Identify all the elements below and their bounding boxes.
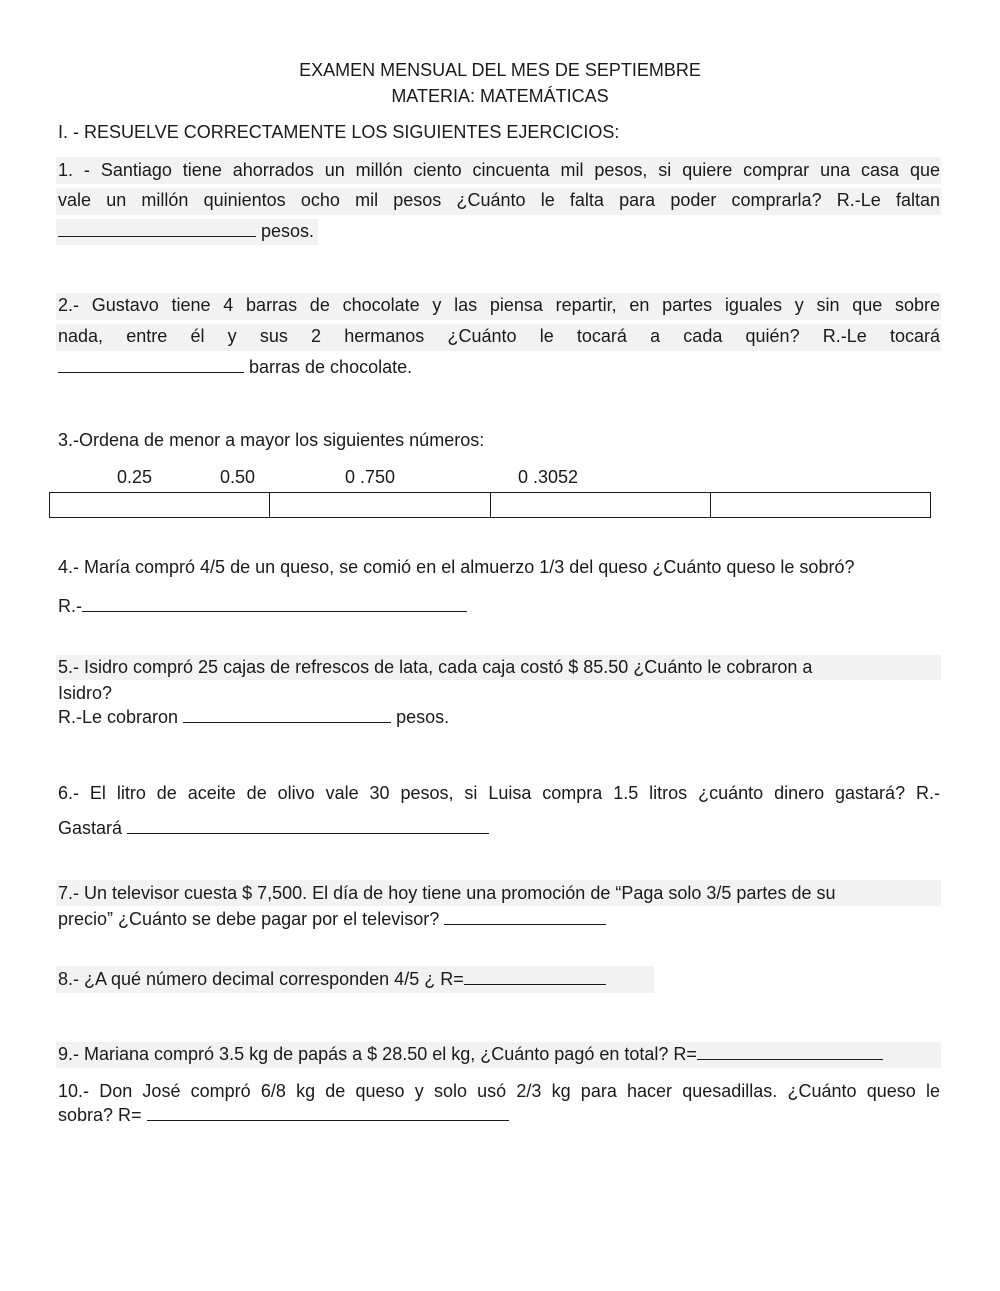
- question-7-answer-line: [58, 909, 606, 930]
- answer-blank[interactable]: [147, 1105, 509, 1121]
- order-number-2: 0.50: [220, 467, 256, 487]
- order-number-3: 0 .750: [345, 467, 396, 487]
- answer-blank[interactable]: [127, 818, 489, 834]
- ordering-cell[interactable]: [270, 493, 490, 518]
- ordering-cell[interactable]: [50, 493, 270, 518]
- question-9-answer-line: [58, 1044, 883, 1065]
- exam-subject: MATERIA: MATEMÁTICAS: [391, 86, 609, 106]
- answer-blank[interactable]: [58, 357, 244, 373]
- answer-blank[interactable]: [183, 707, 391, 723]
- question-8-answer-line: [58, 969, 606, 990]
- question-6-answer-prefix: Gastará: [58, 818, 123, 838]
- question-5-suffix: pesos.: [396, 707, 450, 727]
- question-7-line-2: precio” ¿Cuánto se debe pagar por el televisor?: [58, 909, 440, 929]
- exam-title: EXAMEN MENSUAL DEL MES DE SEPTIEMBRE: [299, 60, 701, 80]
- ordering-cell[interactable]: [710, 493, 930, 518]
- question-5-answer-line: [58, 707, 449, 728]
- section-heading: I. - RESUELVE CORRECTAMENTE LOS SIGUIENTES EJERCICIOS:: [58, 122, 620, 142]
- question-5-line-2: Isidro?: [58, 683, 113, 703]
- question-4-answer-line: [58, 596, 467, 617]
- answer-blank[interactable]: [58, 221, 256, 237]
- answer-blank[interactable]: [82, 596, 467, 612]
- question-4-answer-prefix: R.-: [58, 596, 82, 616]
- question-5-answer-prefix: R.-Le cobraron: [58, 707, 179, 727]
- question-7-line-1: 7.- Un televisor cuesta $ 7,500. El día de hoy tiene una promoción de “Paga solo 3/5 partes de su: [58, 883, 836, 903]
- question-10-line-1: 10.- Don José compró 6/8 kg de queso y solo usó 2/3 kg para hacer quesadillas. ¿Cuánto queso le: [58, 1081, 940, 1101]
- question-1-answer-line: [58, 221, 314, 242]
- question-1-line-2: vale un millón quinientos ocho mil pesos ¿Cuánto le falta para poder comprarla? R.-Le faltan: [58, 190, 940, 210]
- question-2-suffix: barras de chocolate.: [249, 357, 413, 377]
- question-4-text: 4.- María compró 4/5 de un queso, se comió en el almuerzo 1/3 del queso ¿Cuánto queso le sobró?: [58, 557, 855, 577]
- answer-blank[interactable]: [697, 1044, 883, 1060]
- question-1-suffix: pesos.: [261, 221, 315, 241]
- question-5-line-1: 5.- Isidro compró 25 cajas de refrescos de lata, cada caja costó $ 85.50 ¿Cuánto le cobraron a: [58, 657, 813, 677]
- answer-blank[interactable]: [464, 969, 606, 985]
- question-10-answer-line: [58, 1105, 509, 1126]
- question-2-line-2: nada, entre él y sus 2 hermanos ¿Cuánto le tocará a cada quién? R.-Le tocará: [58, 326, 940, 346]
- question-2-answer-line: [58, 357, 412, 378]
- ordering-table: [49, 492, 931, 518]
- question-6-answer-line: [58, 818, 489, 839]
- question-9-text: 9.- Mariana compró 3.5 kg de papás a $ 28.50 el kg, ¿Cuánto pagó en total? R=: [58, 1044, 697, 1064]
- question-6-line-1: 6.- El litro de aceite de olivo vale 30 pesos, si Luisa compra 1.5 litros ¿cuánto dinero gastará? R.-: [58, 783, 940, 803]
- question-8-text: 8.- ¿A qué número decimal corresponden 4/5 ¿ R=: [58, 969, 464, 989]
- question-2-line-1: 2.- Gustavo tiene 4 barras de chocolate y las piensa repartir, en partes iguales y sin que sobre: [58, 295, 940, 315]
- question-10-line-2: sobra? R=: [58, 1105, 142, 1125]
- question-1-line-1: 1. - Santiago tiene ahorrados un millón ciento cincuenta mil pesos, si quiere comprar una casa que: [58, 160, 940, 180]
- order-number-4: 0 .3052: [518, 467, 579, 487]
- answer-blank[interactable]: [444, 909, 606, 925]
- order-number-1: 0.25: [117, 467, 153, 487]
- ordering-cell[interactable]: [490, 493, 710, 518]
- question-3-text: 3.-Ordena de menor a mayor los siguientes números:: [58, 430, 485, 450]
